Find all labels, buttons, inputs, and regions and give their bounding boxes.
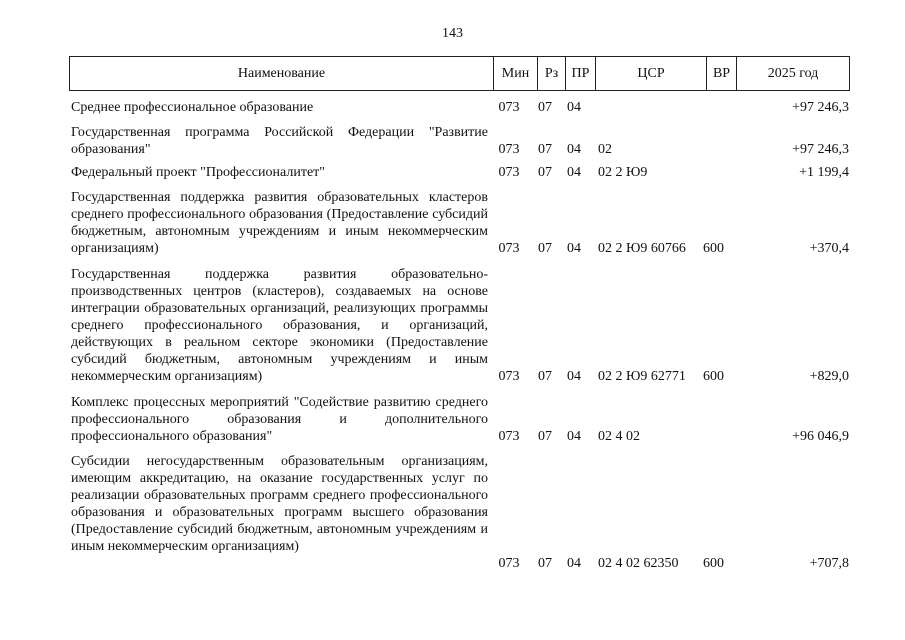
row-min: 073 bbox=[498, 100, 520, 115]
row-rz: 07 bbox=[538, 369, 552, 384]
row-amount: +97 246,3 bbox=[792, 100, 849, 115]
row-min: 073 bbox=[498, 369, 520, 384]
row-name: Комплекс процессных мероприятий "Содействие развитию среднего профессионального образования и дополнительного профессионального образования" bbox=[71, 395, 488, 444]
row-pr: 04 bbox=[567, 241, 581, 256]
row-vr: 600 bbox=[703, 241, 724, 256]
row-pr: 04 bbox=[567, 429, 581, 444]
row-csr: 02 4 02 bbox=[598, 429, 640, 444]
row-pr: 04 bbox=[567, 556, 581, 571]
row-pr: 04 bbox=[567, 142, 581, 157]
row-min: 073 bbox=[498, 429, 520, 444]
row-csr: 02 2 Ю9 62771 bbox=[598, 369, 686, 384]
header-vr: ВР bbox=[706, 57, 736, 90]
page-number: 143 bbox=[442, 26, 463, 41]
row-amount: +829,0 bbox=[809, 369, 849, 384]
row-min: 073 bbox=[498, 165, 520, 180]
header-name: Наименование bbox=[237, 66, 326, 81]
row-rz: 07 bbox=[538, 100, 552, 115]
table-header bbox=[69, 56, 850, 91]
row-min: 073 bbox=[498, 142, 520, 157]
row-vr: 600 bbox=[703, 369, 724, 384]
header-min: Мин bbox=[493, 57, 537, 90]
row-rz: 07 bbox=[538, 142, 552, 157]
row-rz: 07 bbox=[538, 241, 552, 256]
row-vr: 600 bbox=[703, 556, 724, 571]
row-amount: +97 246,3 bbox=[792, 142, 849, 157]
row-name: Государственная поддержка развития образовательных кластеров среднего профессионального образования (Предоставление субсидий бюджетным, автономным учреждениям и иным некоммерческим организациям) bbox=[71, 190, 488, 256]
row-min: 073 bbox=[498, 556, 520, 571]
row-amount: +707,8 bbox=[809, 556, 849, 571]
row-csr: 02 2 Ю9 60766 bbox=[598, 241, 686, 256]
row-name: Государственная поддержка развития образовательно-производственных центров (кластеров), создаваемых на основе интеграции образовательных организаций, реализующих программы среднего профессионального образования, и организаций, действующих в реальном секторе экономики (Предоставление субсидий бюджетным, автономным учреждениям и иным некоммерческим организациям) bbox=[71, 267, 488, 384]
header-csr: ЦСР bbox=[595, 57, 706, 90]
header-rz: Рз bbox=[537, 57, 565, 90]
row-pr: 04 bbox=[567, 369, 581, 384]
row-name: Среднее профессиональное образование bbox=[71, 100, 314, 115]
header-year: 2025 год bbox=[736, 57, 849, 90]
row-name: Субсидии негосударственным образовательным организациям, имеющим аккредитацию, на оказание государственных услуг по реализации образовательных программ среднего профессионального образования и образовательных программ высшего образования (Предоставление субсидий бюджетным, автономным учреждениям и иным некоммерческим организациям) bbox=[71, 454, 488, 554]
row-csr: 02 4 02 62350 bbox=[598, 556, 679, 571]
row-amount: +370,4 bbox=[809, 241, 849, 256]
row-csr: 02 2 Ю9 bbox=[598, 165, 648, 180]
row-min: 073 bbox=[498, 241, 520, 256]
row-pr: 04 bbox=[567, 100, 581, 115]
header-pr: ПР bbox=[565, 57, 595, 90]
row-name: Федеральный проект "Профессионалитет" bbox=[71, 165, 325, 180]
row-name: Государственная программа Российской Федерации "Развитие образования" bbox=[71, 125, 488, 157]
row-pr: 04 bbox=[567, 165, 581, 180]
row-rz: 07 bbox=[538, 165, 552, 180]
row-rz: 07 bbox=[538, 429, 552, 444]
row-amount: +1 199,4 bbox=[799, 165, 849, 180]
row-amount: +96 046,9 bbox=[792, 429, 849, 444]
row-rz: 07 bbox=[538, 556, 552, 571]
row-csr: 02 bbox=[598, 142, 612, 157]
